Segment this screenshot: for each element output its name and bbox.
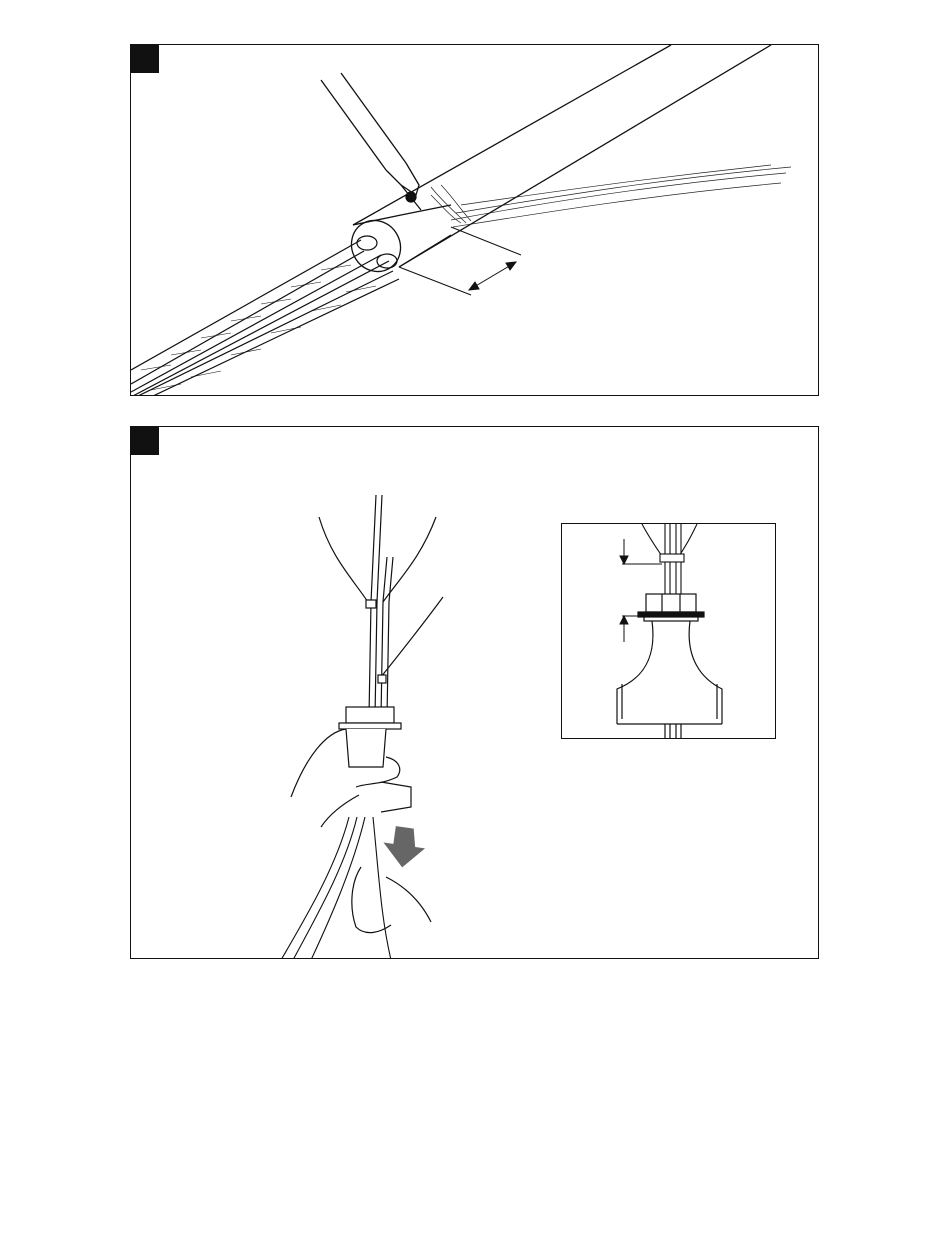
t-connector-icon <box>617 621 722 739</box>
wires-icon <box>319 495 443 717</box>
twisted-conductors-icon <box>131 236 399 396</box>
gland-detail-illustration <box>562 524 776 739</box>
gland-detail-inset <box>561 523 776 739</box>
pull-down-arrow-icon <box>380 825 427 870</box>
braided-shield-icon <box>431 165 791 227</box>
dimension-arrow-icon <box>399 227 521 295</box>
dimension-arrow-icon <box>620 539 662 642</box>
cable-gland-icon <box>339 707 401 767</box>
wires-icon <box>642 524 697 594</box>
knife-icon <box>321 73 421 210</box>
step-panel-1 <box>130 44 819 396</box>
cable-stripping-illustration <box>131 45 819 396</box>
hand-icon <box>352 867 431 933</box>
gland-nut-icon <box>638 594 704 621</box>
cable-bundle <box>281 817 391 959</box>
step-panel-2 <box>130 426 819 959</box>
